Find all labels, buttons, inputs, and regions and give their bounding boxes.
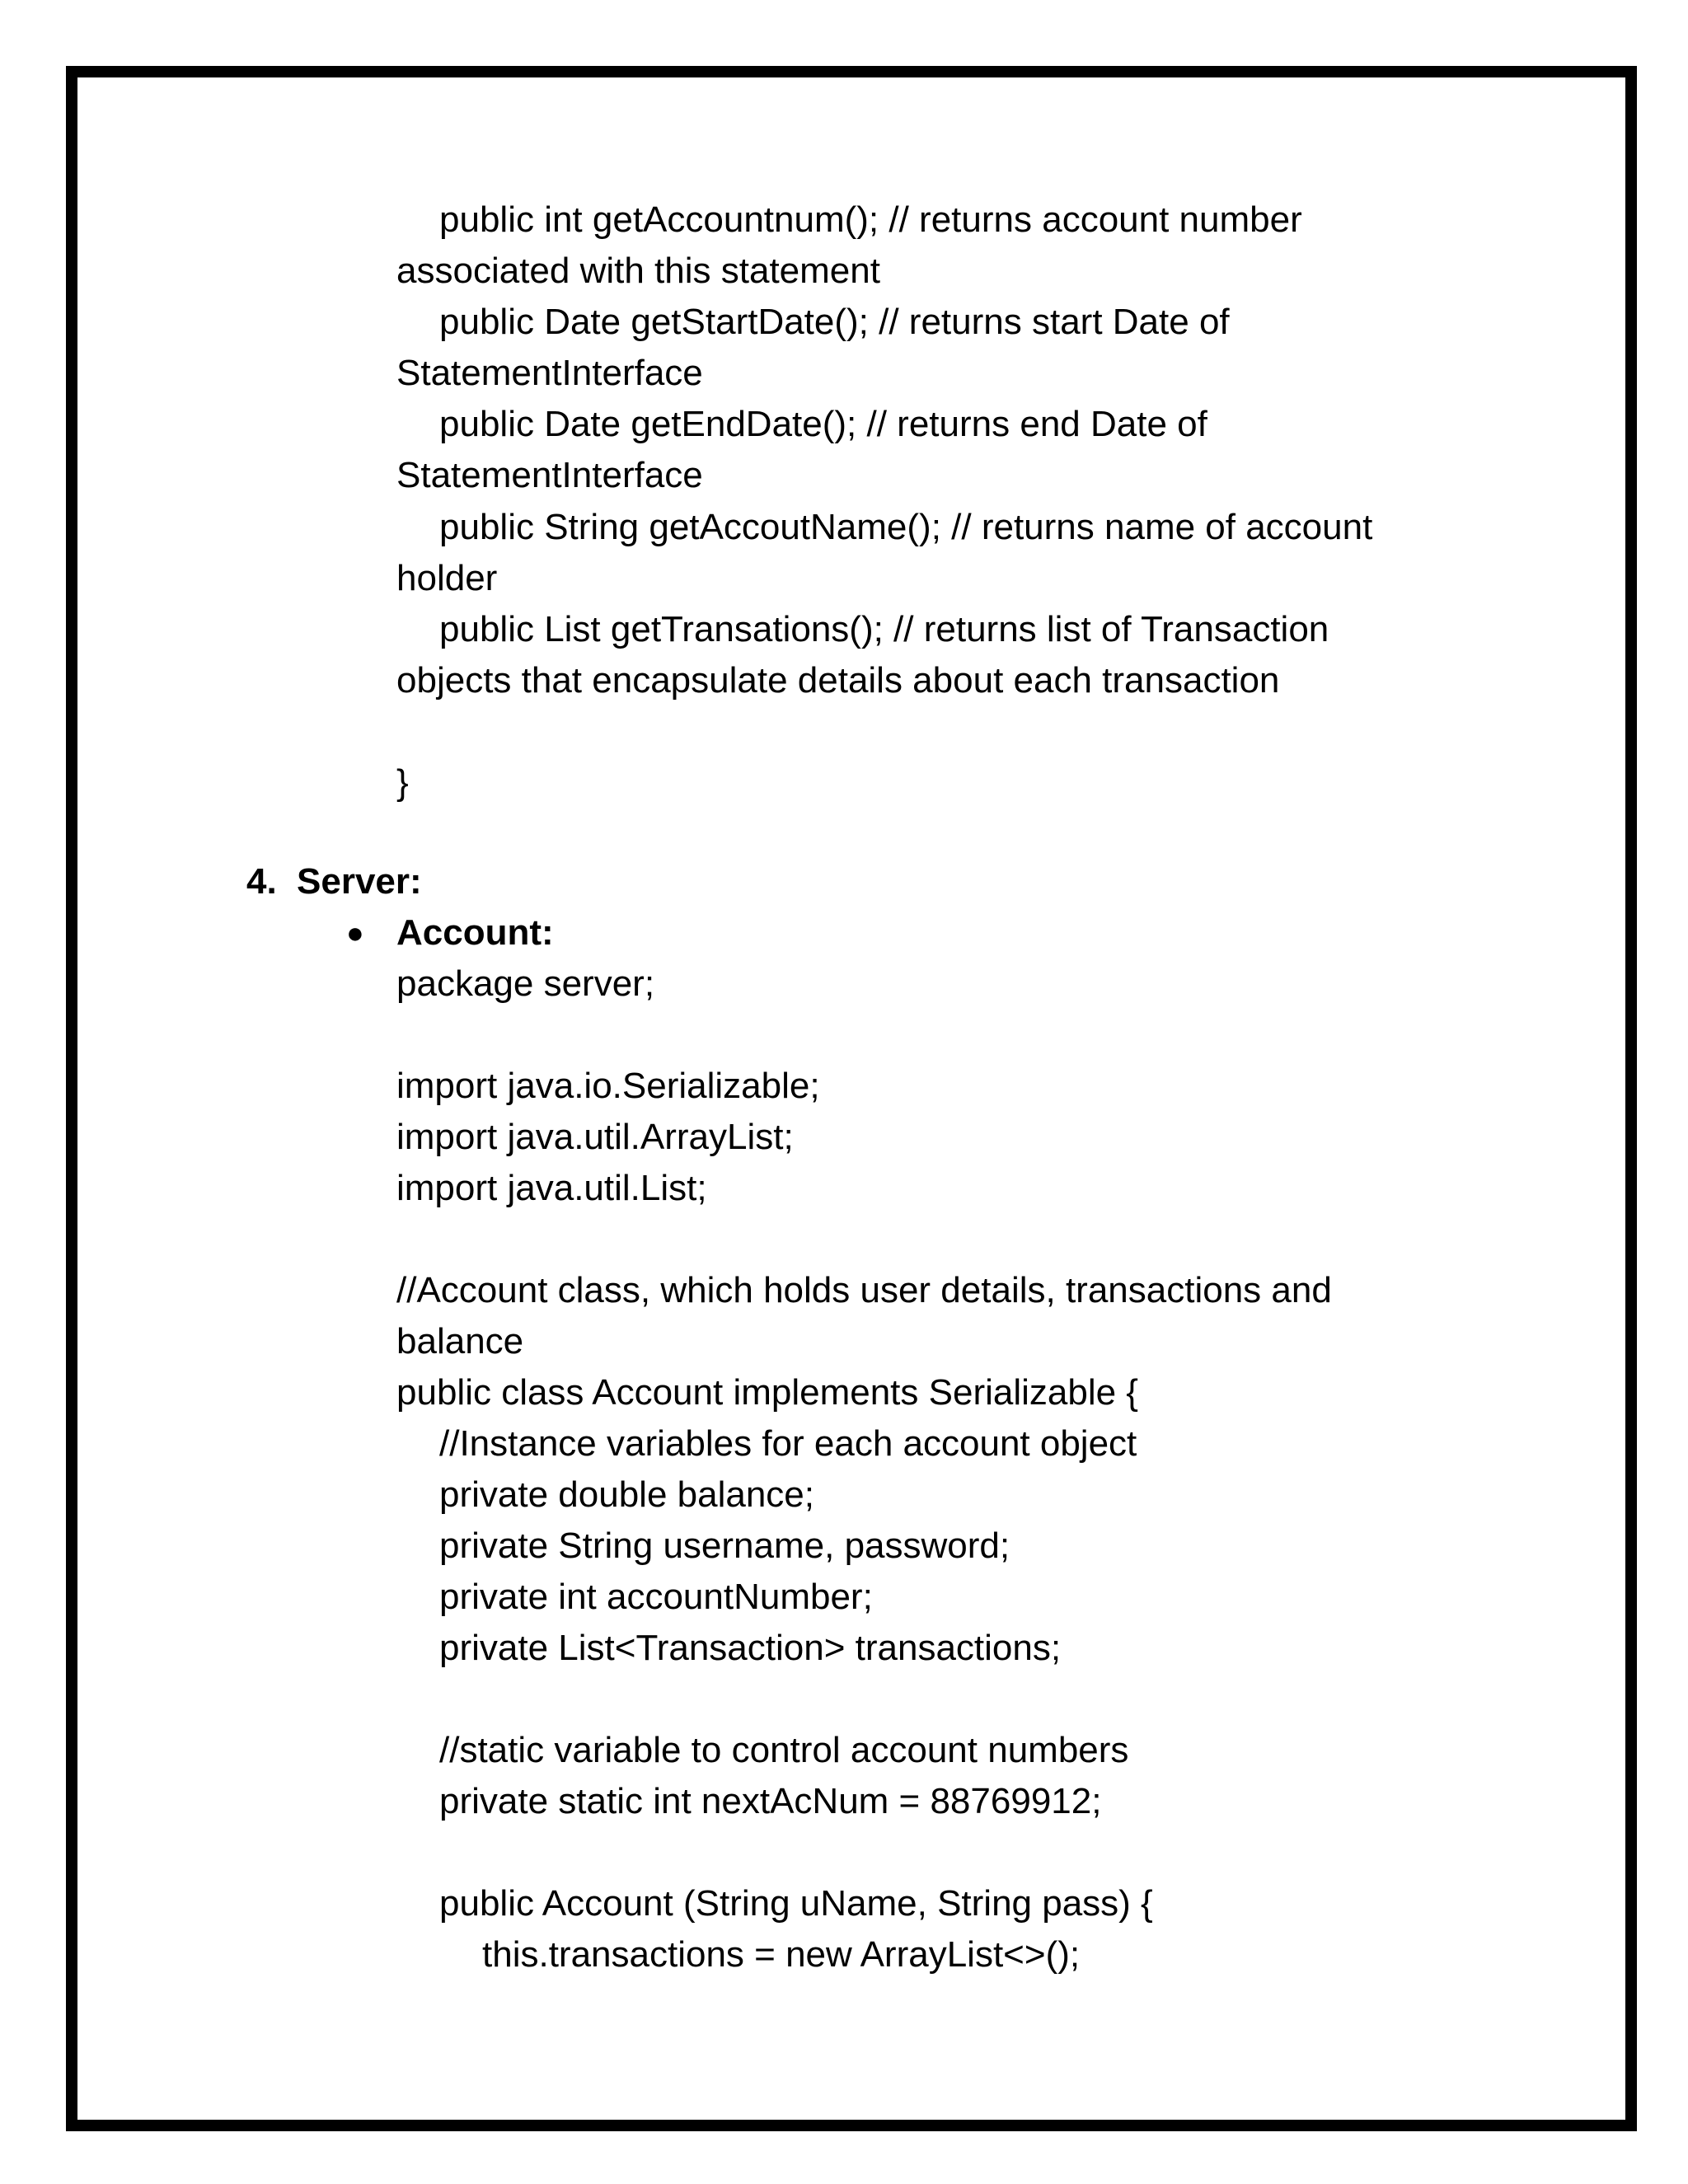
code-line: public class Account implements Serializable { bbox=[396, 1372, 1139, 1413]
section-number: 4. bbox=[246, 861, 277, 902]
code-line: associated with this statement bbox=[396, 251, 880, 291]
code-line: private int accountNumber; bbox=[439, 1577, 873, 1617]
code-line: public Date getEndDate(); // returns end Date of bbox=[439, 404, 1207, 444]
code-line: objects that encapsulate details about each transaction bbox=[396, 660, 1280, 701]
code-line: private List<Transaction> transactions; bbox=[439, 1628, 1062, 1668]
code-line: import java.util.List; bbox=[396, 1168, 707, 1208]
code-line: balance bbox=[396, 1321, 524, 1361]
code-line: public Date getStartDate(); // returns start Date of bbox=[439, 302, 1230, 342]
code-line: this.transactions = new ArrayList<>(); bbox=[482, 1934, 1081, 1975]
bullet-icon: ● bbox=[346, 916, 364, 949]
code-line: //Account class, which holds user details, transactions and bbox=[396, 1270, 1332, 1310]
code-line: public int getAccountnum(); // returns account number bbox=[439, 199, 1302, 240]
code-line: package server; bbox=[396, 963, 655, 1004]
code-line: //Instance variables for each account object bbox=[439, 1423, 1137, 1464]
code-line: import java.io.Serializable; bbox=[396, 1066, 820, 1106]
code-line: } bbox=[396, 762, 409, 803]
code-line: private String username, password; bbox=[439, 1526, 1010, 1566]
code-line: public String getAccoutName(); // returns name of account bbox=[439, 507, 1373, 547]
code-line: StatementInterface bbox=[396, 455, 703, 495]
code-line: holder bbox=[396, 558, 498, 598]
section-title: Server: bbox=[297, 861, 422, 902]
code-line: StatementInterface bbox=[396, 353, 703, 393]
code-line: //static variable to control account numbers bbox=[439, 1730, 1129, 1770]
code-line: private double balance; bbox=[439, 1474, 814, 1515]
code-line: private static int nextAcNum = 88769912; bbox=[439, 1781, 1102, 1821]
code-line: public List getTransations(); // returns list of Transaction bbox=[439, 609, 1329, 649]
code-line: import java.util.ArrayList; bbox=[396, 1117, 794, 1157]
code-line: public Account (String uName, String pass) { bbox=[439, 1883, 1153, 1924]
subsection-title: Account: bbox=[396, 912, 554, 953]
